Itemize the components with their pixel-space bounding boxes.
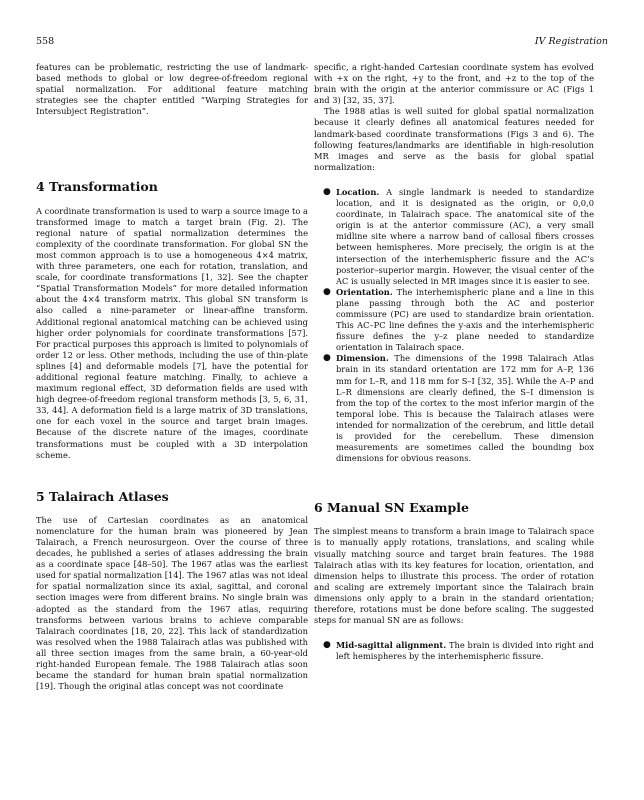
list-text: The brain is divided into right and left hemispheres by the interhemispheric fissure. (336, 640, 594, 662)
bullet-icon: ● (323, 353, 331, 364)
right-column (314, 62, 594, 662)
list-item-mid-sagittal (314, 640, 594, 662)
intro-paragraph: features can be problematic, restricting the use of landmark-based methods to global or low degree-of-freedom regional spatial normalization. For additional feature matching strategies see the chapter entitled “Warping Strategies for Intersubject Registration”. (36, 62, 308, 117)
list-text: The dimensions of the 1998 Talairach Atlas brain in its standard orientation are 172 mm for A–P, 136 mm for L–R, and 118 mm for S–I [32, 35]. While the A–P and L–R dimensions are clearly defined, the S–I dimension is from the top of the cortex to the most inferior margin of the temporal lobe. This is because the Talairach atlases were intended for normalization of the cerebrum, and little detail is provided for the cerebellum. These dimension measurements are sometimes called the bounding box dimensions for obvious reasons. (336, 353, 594, 464)
list-item-dimension (314, 353, 594, 464)
section-4-heading: 4 Transformation (36, 179, 158, 195)
left-column (36, 62, 308, 692)
bullet-icon: ● (323, 640, 331, 651)
section-5-paragraph: The use of Cartesian coordinates as an anatomical nomenclature for the human brain was pioneered by Jean Talairach, a French neurosurgeon. Over the course of three decades, he published a series of atlases addressing the brain as a coordinate space [48–50]. The 1967 atlas was the earliest used for spatial normalization [14]. The 1967 atlas was not ideal for spatial normalization since its axial, sagittal, and coronal section images were from different brains. No single brain was adopted as the standard from the 1967 atlas, requiring transforms between various brains to achieve comparable Talairach coordinates [18, 20, 22]. This lack of standardization was resolved when the 1988 Talairach atlas was published with all three section images from the same brain, a 60-year-old right-handed European female. The 1988 Talairach atlas soon became the standard for human brain spatial normalization [19]. Though the original atlas concept was not coordinate (36, 514, 308, 692)
bullet-icon: ● (323, 286, 331, 297)
landmark-list (314, 187, 594, 464)
list-term: Location. (336, 186, 380, 197)
section-5-heading: 5 Talairach Atlases (36, 488, 169, 504)
section-4-paragraph: A coordinate transformation is used to warp a source image to a transformed image to match a target brain (Fig. 2). The regional nature of spatial normalization determines the complexity of the coordinate transformation. For global SN the most common approach is to use a homogeneous 4×4 matrix, with three parameters, one each for rotation, translation, and scale, for coordinate transformations [1, 32]. See the chapter “Spatial Transformation Models” for more detailed information about the 4×4 transform matrix. This global SN transform is also called a nine-parameter or linear-affine transform. Additional regional anatomical matching can be achieved using higher order polynomials for coordinate transformations [57]. For practical purposes this approach is limited to polynomials of order 12 or less. Other methods, including the use of thin-plate splines [4] and deformable models [7], have the potential for additional regional feature matching. Finally, to achieve a maximum regional effect, 3D deformation fields are used with high degree-of-freedom regional transform methods [3, 5, 6, 31, 33, 44]. A deformation field is a large matrix of 3D translations, one for each voxel in the source and target brain images. Because of the discrete nature of the images, coordinate transformations must be coupled with a 3D interpolation scheme. (36, 205, 308, 460)
section-6-paragraph: The simplest means to transform a brain image to Talairach space is to manually apply rotations, translations, and scaling while visually matching source and target brain features. The 1988 Talairach atlas with its key features for location, orientation, and dimension helps to illustrate this process. The order of rotation and scaling are extremely important since the Talairach brain dimensions only apply to a brain in the standard orientation; therefore, rotations must be done before scaling. The suggested steps for manual SN are as follows: (314, 526, 594, 626)
page-number: 558 (36, 36, 55, 47)
list-term: Mid-sagittal alignment. (336, 640, 447, 651)
list-item-location (314, 187, 594, 287)
running-head: IV Registration (534, 36, 608, 47)
list-term: Orientation. (336, 286, 393, 297)
steps-list (314, 640, 594, 662)
bullet-icon: ● (323, 186, 331, 197)
section-6-heading: 6 Manual SN Example (314, 500, 469, 516)
list-item-orientation (314, 287, 594, 354)
continued-paragraph: specific, a right-handed Cartesian coordinate system has evolved with +x on the right, +y to the front, and +z to the top of the brain with the origin at the anterior commissure or AC (Figs 1 and 3) [32, 35, 37]. (314, 62, 594, 106)
list-term: Dimension. (336, 353, 389, 364)
atlas-paragraph: The 1988 atlas is well suited for global spatial normalization because it clearly defines all anatomical features needed for landmark-based coordinate transformations (Figs 3 and 6). The following features/landmarks are identifiable in high-resolution MR images and serve as the basis for global spatial normalization: (314, 106, 594, 172)
list-text: A single landmark is needed to standardize location, and it is designated as the origin, or 0,0,0 coordinate, in Talairach space. The anatomical site of the origin is at the anterior commissure (AC), a very small midline site where a narrow band of callosal fibers crosses between hemispheres. More precisely, the origin is at the intersection of the interhemispheric fissure and the AC’s posterior–superior margin. However, the visual center of the AC is usually selected in MR images since it is easier to see. (336, 186, 594, 286)
list-text: The interhemispheric plane and a line in this plane passing through both the AC and posterior commissure (PC) are used to standardize brain orientation. This AC–PC line defines the y-axis and the interhemispheric fissure defines the y–z plane needed to standardize orientation in Talairach space. (336, 286, 594, 353)
